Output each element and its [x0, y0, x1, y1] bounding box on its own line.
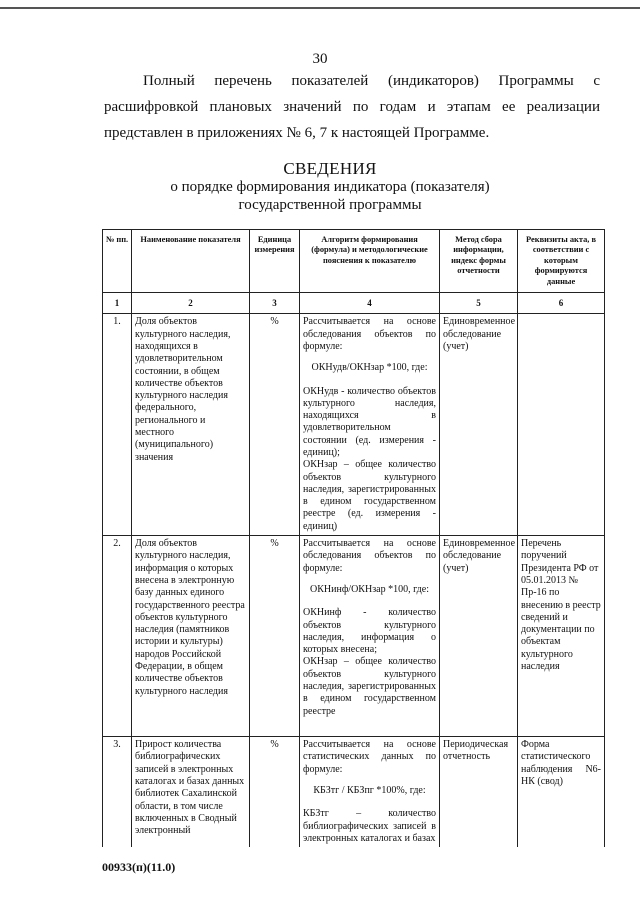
document-code: 00933(п)(11.0) [102, 860, 176, 874]
header-num: № пп. [103, 230, 132, 293]
column-number: 1 [103, 293, 132, 314]
column-number: 3 [250, 293, 300, 314]
table-row [103, 536, 605, 737]
algorithm-definition: ОКНинф - количество объектов культурного наследия, информация о которых внесена; [303, 607, 436, 656]
row-act [518, 314, 605, 536]
algorithm-intro: Рассчитывается на основе обследования объектов по формуле: [303, 316, 436, 352]
row-act: Форма статистического наблюдения N6-НК (свод) [518, 737, 605, 848]
row-indicator-name: Прирост количества библиографических записей в электронных каталогах и базах данных библиотек Сахалинской области, в том числе включенных в Сводный электронный [132, 737, 250, 848]
row-algorithm [300, 737, 440, 848]
column-number: 2 [132, 293, 250, 314]
algorithm-definition: КБЗтг – количество библиографических записей в электронных каталогах и базах [303, 808, 436, 844]
scan-edge-line [0, 7, 640, 9]
row-unit: % [250, 536, 300, 737]
row-num: 2. [103, 536, 132, 737]
intro-paragraph-3 [104, 120, 600, 146]
column-number-row [103, 293, 605, 314]
row-indicator-name: Доля объектов культурного наследия, находящихся в удовлетворительном состоянии, в общем количестве объектов культурного наследия федерального, регионального и местного (муниципального) значения [132, 314, 250, 536]
table-row [103, 737, 605, 848]
algorithm-definition: ОКНзар – общее количество объектов культурного наследия, зарегистрированных в едином государственном реестре [303, 656, 436, 717]
intro-paragraph [104, 68, 600, 94]
row-method: Единовременное обследование (учет) [440, 314, 518, 536]
row-act: Перечень поручений Президента РФ от 05.01.2013 № Пр-16 по внесению в реестр сведений и документации по объектам культурного наследия [518, 536, 605, 737]
algorithm-formula: ОКНинф/ОКНзар *100, где: [310, 583, 429, 595]
page-number: 30 [312, 51, 328, 67]
row-unit: % [250, 314, 300, 536]
indicator-table [102, 229, 605, 847]
row-method: Периодическая отчетность [440, 737, 518, 848]
algorithm-formula: КБЗтг / КБЗпг *100%, где: [313, 784, 426, 796]
intro-line-2: расшифровкой плановых значений по годам и этапам ее реализации [104, 99, 600, 115]
algorithm-intro: Рассчитывается на основе обследования объектов по формуле: [303, 538, 436, 574]
header-algorithm: Алгоритм формирования (формула) и методологические пояснения к показателю [300, 230, 440, 293]
heading-line-2: о порядке формирования индикатора (показателя) [170, 179, 490, 195]
header-unit: Единица измерения [250, 230, 300, 293]
row-indicator-name: Доля объектов культурного наследия, информация о которых внесена в электронную базу данных единого государственного реестра объектов культурного наследия (памятников истории и культуры) народов Российской Федерации, в общем количестве объектов культурного наследия [132, 536, 250, 737]
algorithm-formula: ОКНудв/ОКНзар *100, где: [311, 362, 428, 374]
row-num: 3. [103, 737, 132, 848]
column-number: 5 [440, 293, 518, 314]
table-row [103, 314, 605, 536]
intro-paragraph-2 [104, 94, 600, 120]
heading-line-3: государственной программы [238, 197, 422, 213]
column-number: 4 [300, 293, 440, 314]
row-num: 1. [103, 314, 132, 536]
algorithm-definition: ОКНудв - количество объектов культурного наследия, находящихся в удовлетворительном состоянии (ед. измерения - единиц); [303, 385, 436, 458]
heading-title: СВЕДЕНИЯ [283, 159, 377, 178]
intro-line-1: Полный перечень показателей (индикаторов) Программы с [143, 73, 600, 89]
algorithm-definition: ОКНзар – общее количество объектов культурного наследия, зарегистрированных в едином государственном реестре (ед. измерения - единиц) [303, 459, 436, 532]
row-algorithm [300, 536, 440, 737]
header-name: Наименование показателя [132, 230, 250, 293]
header-method: Метод сбора информации, индекс формы отчетности [440, 230, 518, 293]
section-heading [0, 160, 640, 214]
header-act: Реквизиты акта, в соответствии с которым формируются данные [518, 230, 605, 293]
algorithm-intro: Рассчитывается на основе статистических данных по формуле: [303, 739, 436, 775]
table-header-row [103, 230, 605, 293]
intro-line-3: представлен в приложениях № 6, 7 к настоящей Программе. [104, 125, 490, 141]
row-unit: % [250, 737, 300, 848]
column-number: 6 [518, 293, 605, 314]
row-method: Единовременное обследование (учет) [440, 536, 518, 737]
row-algorithm [300, 314, 440, 536]
